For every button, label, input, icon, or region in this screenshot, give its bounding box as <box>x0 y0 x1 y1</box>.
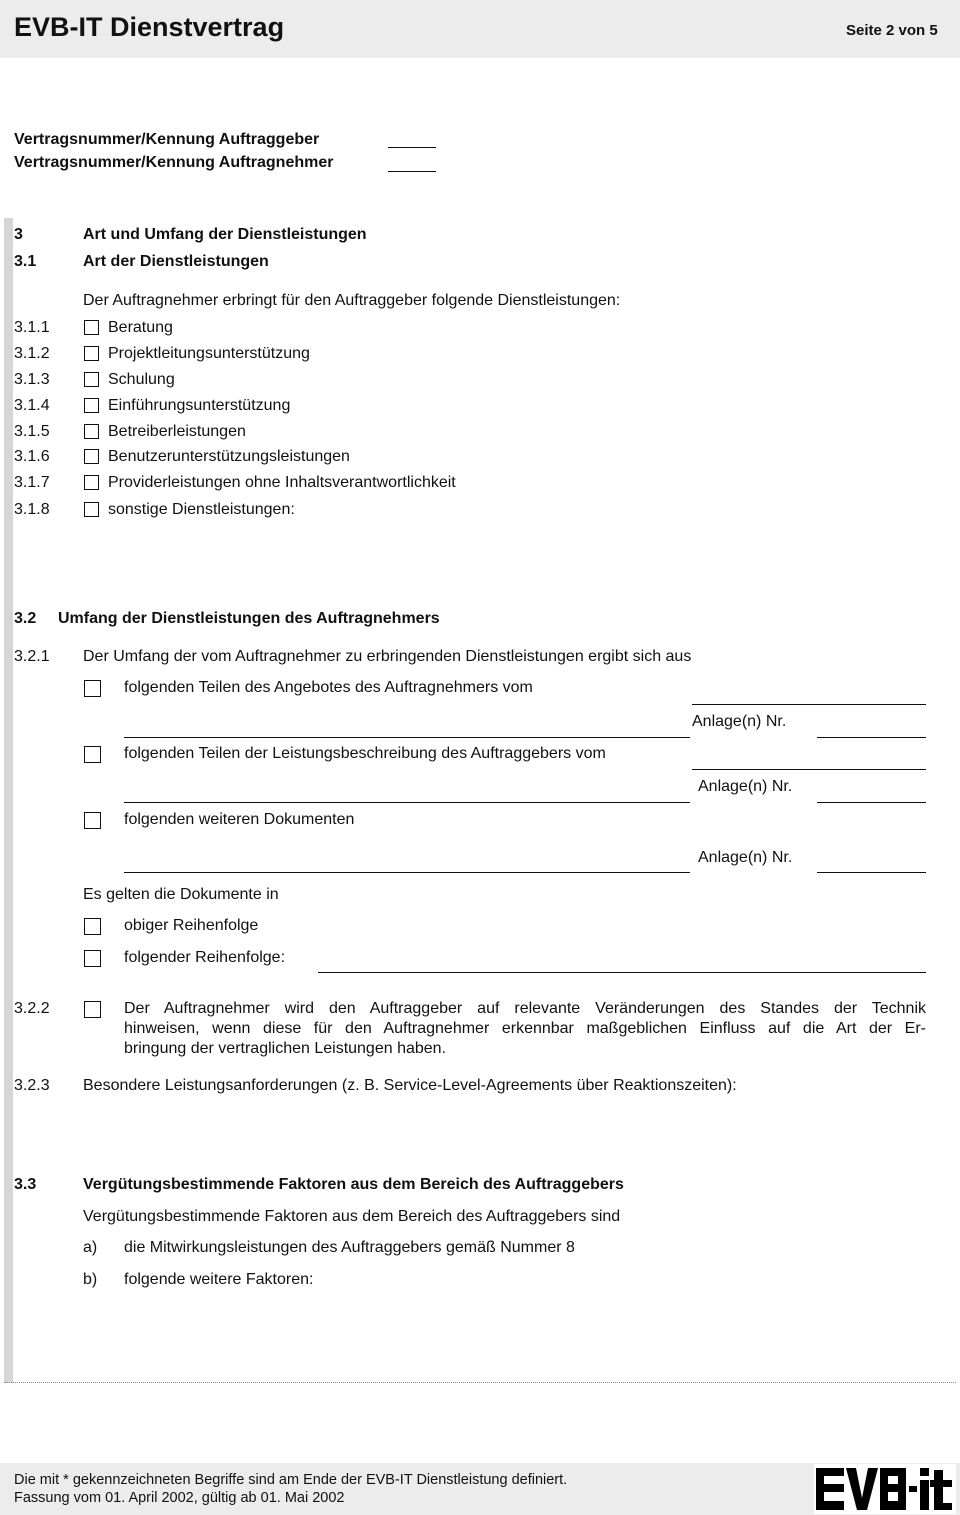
list-item-b: folgende weitere Faktoren: <box>124 1271 314 1288</box>
section-3-2-3-text: Besondere Leistungsanforderungen (z. B. Service-Level-Agreements über Reaktionszeiten): <box>83 1077 737 1094</box>
checkbox-technik-hinweis[interactable] <box>84 1001 101 1018</box>
section-3-2-2-number: 3.2.2 <box>14 1000 50 1017</box>
option-weitere-dokumente-label: folgenden weiteren Dokumenten <box>124 811 355 828</box>
leistungsbeschreibung-parts-field[interactable] <box>124 802 690 803</box>
evb-it-logo <box>814 1464 956 1514</box>
checkbox-angebot[interactable] <box>84 680 101 697</box>
footer-version: Fassung vom 01. April 2002, gültig ab 01. Mai 2002 <box>14 1490 345 1506</box>
checkbox-beratung[interactable] <box>84 320 99 335</box>
item-number: 3.1.8 <box>14 501 50 518</box>
item-label: Beratung <box>108 319 173 336</box>
option-leistungsbeschreibung-label: folgenden Teilen der Leistungsbeschreibung des Auftraggebers vom <box>124 745 606 762</box>
client-id-field[interactable] <box>388 147 436 148</box>
section-3-3-intro: Vergütungsbestimmende Faktoren aus dem Bereich des Auftraggebers sind <box>83 1208 621 1225</box>
anlage-label: Anlage(n) Nr. <box>692 713 787 730</box>
anlage-number-field[interactable] <box>817 737 926 738</box>
item-number: 3.1.5 <box>14 423 50 440</box>
checkbox-projektleitung[interactable] <box>84 346 99 361</box>
item-number: 3.1.7 <box>14 474 50 491</box>
anlage-label: Anlage(n) Nr. <box>698 849 793 866</box>
weitere-dokumente-field[interactable] <box>124 872 690 873</box>
item-label: Providerleistungen ohne Inhaltsverantwortlichkeit <box>108 474 456 491</box>
section-3-2-2-line-1: Der Auftragnehmer wird den Auftraggeber auf relevante Veränderungen des Standes der Technik <box>124 1000 926 1017</box>
order-obige-label: obiger Reihenfolge <box>124 917 259 934</box>
reihenfolge-field[interactable] <box>318 972 926 973</box>
order-intro: Es gelten die Dokumente in <box>83 886 279 903</box>
order-folgende-label: folgender Reihenfolge: <box>124 949 286 966</box>
section-3-1-intro: Der Auftragnehmer erbringt für den Auftraggeber folgende Dienstleistungen: <box>83 292 621 309</box>
item-label: sonstige Dienstleistungen: <box>108 501 295 518</box>
footer-note: Die mit * gekennzeichneten Begriffe sind am Ende der EVB-IT Dienstleistung definiert. <box>14 1472 568 1488</box>
section-3-2-number: 3.2 <box>14 610 37 627</box>
leistungsbeschreibung-date-field[interactable] <box>692 769 926 770</box>
item-label: Betreiberleistungen <box>108 423 246 440</box>
list-item-a: die Mitwirkungsleistungen des Auftraggebers gemäß Nummer 8 <box>124 1239 575 1256</box>
checkbox-sonstige[interactable] <box>84 502 99 517</box>
section-3-2-1-number: 3.2.1 <box>14 648 50 665</box>
angebot-parts-field[interactable] <box>124 737 690 738</box>
section-3-2-2-line-3: bringung der vertraglichen Leistungen haben. <box>124 1040 447 1057</box>
angebot-date-field[interactable] <box>692 704 926 705</box>
document-title: EVB-IT Dienstvertrag <box>14 12 285 42</box>
item-number: 3.1.3 <box>14 371 50 388</box>
item-number: 3.1.1 <box>14 319 50 336</box>
anlage-number-field[interactable] <box>817 872 926 873</box>
checkbox-weitere-dokumente[interactable] <box>84 812 101 829</box>
item-number: 3.1.2 <box>14 345 50 362</box>
anlage-label: Anlage(n) Nr. <box>698 778 793 795</box>
checkbox-obige-reihenfolge[interactable] <box>84 918 101 935</box>
contractor-id-field[interactable] <box>388 171 436 172</box>
item-number: 3.1.4 <box>14 397 50 414</box>
option-angebot-label: folgenden Teilen des Angebotes des Auftragnehmers vom <box>124 679 533 696</box>
section-3-3-title: Vergütungsbestimmende Faktoren aus dem Bereich des Auftraggebers <box>83 1176 624 1193</box>
checkbox-schulung[interactable] <box>84 372 99 387</box>
section-3-1-title: Art der Dienstleistungen <box>83 253 269 270</box>
item-label: Einführungsunterstützung <box>108 397 291 414</box>
item-number: 3.1.6 <box>14 448 50 465</box>
checkbox-provider[interactable] <box>84 475 99 490</box>
section-divider <box>4 1382 956 1383</box>
list-label-b: b) <box>83 1271 98 1288</box>
page-number: Seite 2 von 5 <box>846 22 938 39</box>
checkbox-betreiber[interactable] <box>84 424 99 439</box>
checkbox-benutzer[interactable] <box>84 449 99 464</box>
list-label-a: a) <box>83 1239 98 1256</box>
contractor-id-label: Vertragsnummer/Kennung Auftragnehmer <box>14 154 334 171</box>
section-margin-bar <box>4 218 13 1383</box>
section-3-1-number: 3.1 <box>14 253 37 270</box>
section-3-2-2-line-2: hinweisen, wenn diese für den Auftragnehmer erkennbar maßgeblichen Einfluss auf die Art der Er- <box>124 1020 926 1037</box>
section-3-title: Art und Umfang der Dienstleistungen <box>83 226 367 243</box>
section-3-2-1-text: Der Umfang der vom Auftragnehmer zu erbringenden Dienstleistungen ergibt sich aus <box>83 648 692 665</box>
section-3-2-title: Umfang der Dienstleistungen des Auftragnehmers <box>58 610 440 627</box>
section-3-2-3-number: 3.2.3 <box>14 1077 50 1094</box>
item-label: Schulung <box>108 371 175 388</box>
checkbox-folgende-reihenfolge[interactable] <box>84 950 101 967</box>
anlage-number-field[interactable] <box>817 802 926 803</box>
item-label: Benutzerunterstützungsleistungen <box>108 448 350 465</box>
checkbox-einfuehrung[interactable] <box>84 398 99 413</box>
checkbox-leistungsbeschreibung[interactable] <box>84 746 101 763</box>
section-3-3-number: 3.3 <box>14 1176 37 1193</box>
item-label: Projektleitungsunterstützung <box>108 345 310 362</box>
section-3-number: 3 <box>14 226 23 243</box>
client-id-label: Vertragsnummer/Kennung Auftraggeber <box>14 131 320 148</box>
